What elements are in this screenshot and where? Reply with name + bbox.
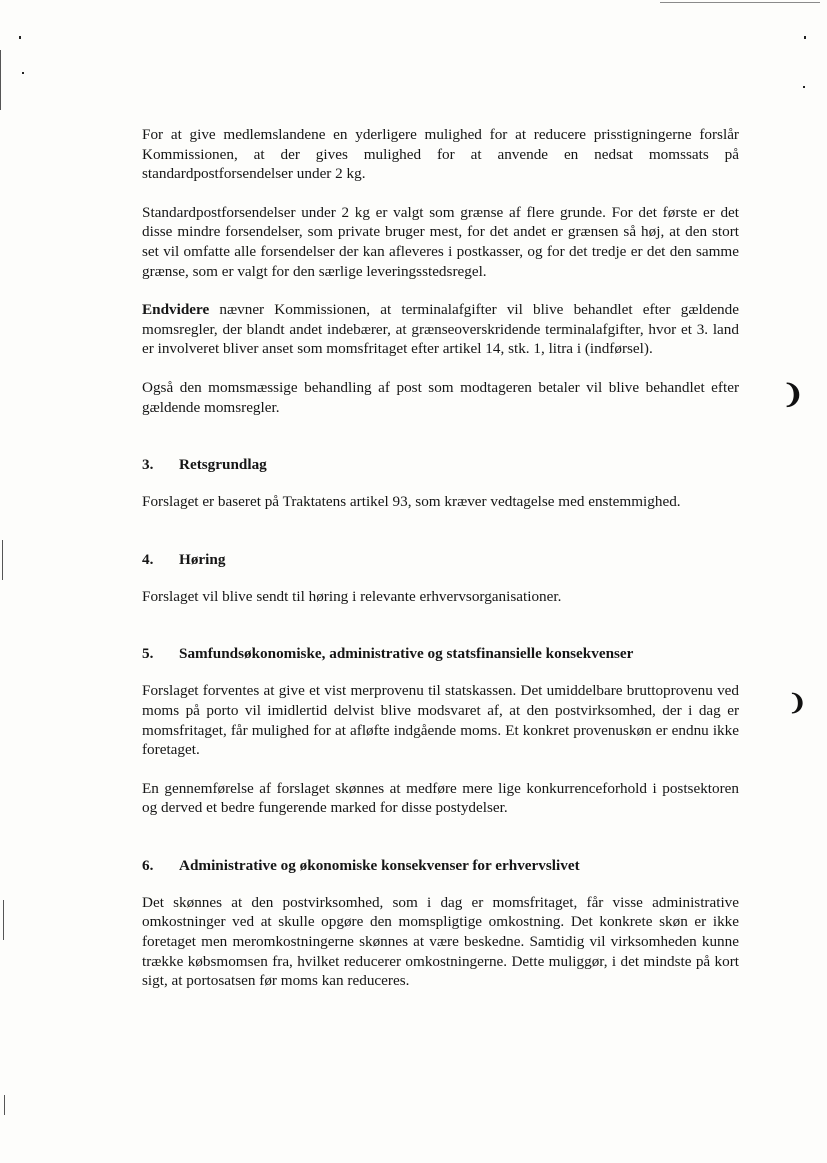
paragraph: Standardpostforsendelser under 2 kg er valgt som grænse af flere grunde. For det første er det disse mindre forsendelser, som private bruger mest, for det andet er grænsen så høj, at den stort set vil omfatte alle forsendelser der kan afleveres i postkasser, og for det tredje er det den samme grænse, som er valgt for den særlige leveringsstedsregel.: [142, 203, 739, 280]
section-title: Administrative og økonomiske konsekvenser for erhvervslivet: [179, 856, 580, 874]
section-number: 3.: [142, 456, 154, 474]
scan-left-edge: [0, 50, 1, 110]
paragraph: [142, 300, 739, 359]
scan-left-edge: [4, 1095, 5, 1115]
section-heading: [142, 856, 739, 876]
paragraph: En gennemførelse af forslaget skønnes at medføre mere lige konkurrenceforhold i postsektoren og derved et bedre fungerende marked for disse postydelser.: [142, 779, 739, 817]
paragraph: Det skønnes at den postvirksomhed, som i dag er momsfritaget, får visse administrative omkostninger ved at skulle opgøre den momspligtige omkostning. Det konkrete skøn er ikke foretaget men meromkostningerne skønnes at være beskedne. Samtidig vil virksomheden kunne trække købsmomsen fra, hvilket reducerer omkostningerne. Dette muliggør, i det mindste på kort sigt, at portosatsen før moms kan reduceres.: [142, 893, 739, 990]
section-number: 4.: [142, 550, 154, 568]
hole-punch-mark: ❩: [782, 380, 804, 410]
section-number: 5.: [142, 645, 154, 663]
paragraph: Forslaget er baseret på Traktatens artikel 93, som kræver vedtagelse med enstemmighed.: [142, 493, 681, 511]
paragraph-lead-word: Endvidere: [142, 301, 210, 319]
scan-dot: [22, 72, 24, 74]
paragraph: Forslaget forventes at give et vist merprovenu til statskassen. Det umiddelbare bruttoprovenu ved moms på porto vil imidlertid delvist blive modsvaret af, at den postvirksomhed, der i dag er momsfritaget, får mulighed for at afløfte indgående moms. Et konkret provenuskøn er endnu ikke foretaget.: [142, 682, 739, 759]
scan-left-edge: [3, 900, 4, 940]
paragraph-text: nævner Kommissionen, at terminalafgifter vil blive behandlet efter gældende momsregler, der blandt andet indebærer, at grænseoverskridende terminalafgifter, hvor et 3. land er involveret bliver anset som momsfritaget efter artikel 14, stk. 1, litra i (indførsel).: [142, 301, 739, 358]
scan-dot: [19, 36, 21, 39]
paragraph: Også den momsmæssige behandling af post som modtageren betaler vil blive behandlet efter gældende momsregler.: [142, 378, 739, 416]
paragraph: Forslaget vil blive sendt til høring i relevante erhvervsorganisationer.: [142, 587, 562, 605]
section-title: Samfundsøkonomiske, administrative og statsfinansielle konsekvenser: [179, 645, 634, 663]
scan-dot: [803, 86, 805, 88]
section-heading: [142, 644, 739, 664]
section-heading: [142, 550, 739, 570]
paragraph: For at give medlemslandene en yderligere mulighed for at reducere prisstigningerne forslår Kommissionen, at der gives mulighed for at anvende en nedsat momssats på standardpostforsendelser under 2 kg.: [142, 126, 739, 183]
section-heading: [142, 455, 739, 475]
scan-top-line: [660, 2, 820, 3]
hole-punch-mark: ❩: [788, 690, 807, 716]
scan-dot: [804, 36, 806, 39]
section-title: Retsgrundlag: [179, 456, 267, 474]
section-number: 6.: [142, 856, 154, 874]
scan-left-edge: [2, 540, 3, 580]
document-body: [142, 125, 739, 1010]
section-title: Høring: [179, 550, 226, 568]
